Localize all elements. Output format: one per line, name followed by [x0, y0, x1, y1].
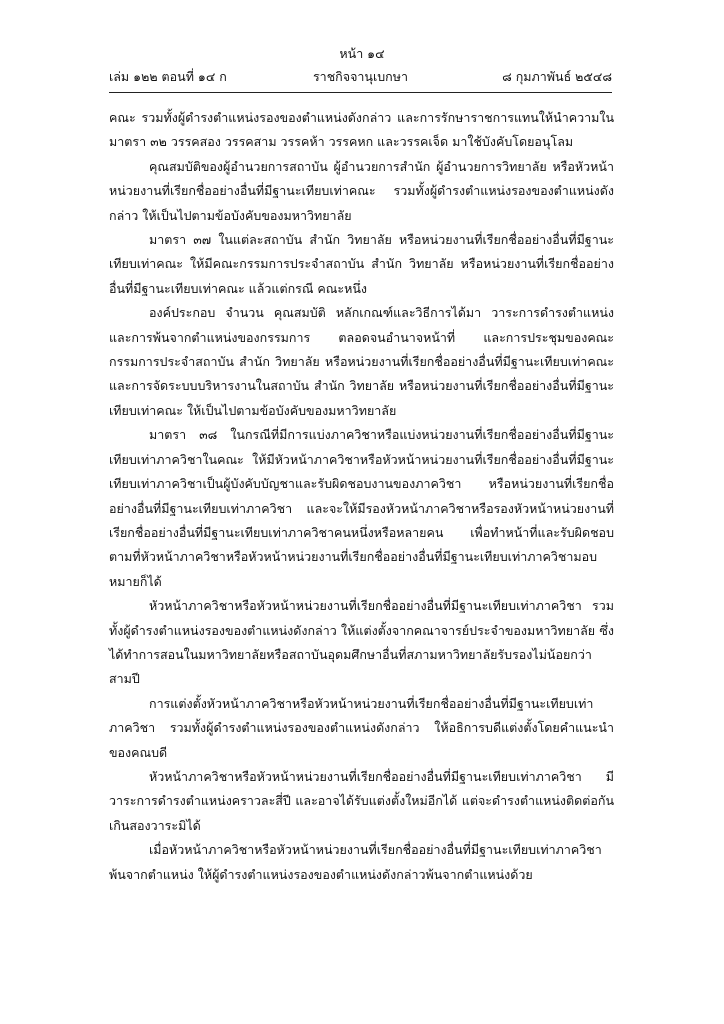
- volume-issue: เล่ม ๑๒๒ ตอนที่ ๑๔ ก: [109, 69, 227, 84]
- paragraph: การแต่งตั้งหัวหน้าภาควิชาหรือหัวหน้าหน่วยงานที่เรียกชื่ออย่างอื่นที่มีฐานะเทียบเท่าภาควิชา รวมทั้งผู้ดำรงตำแหน่งรองของตำแหน่งดังกล่าว ให้อธิการบดีแต่งตั้งโดยคำแนะนำของคณบดี: [109, 695, 614, 760]
- paragraph: เมื่อหัวหน้าภาควิชาหรือหัวหน้าหน่วยงานที่เรียกชื่ออย่างอื่นที่มีฐานะเทียบเท่าภาควิชาพ้นจากตำแหน่ง ให้ผู้ดำรงตำแหน่งรองของตำแหน่งดังกล่าวพ้นจากตำแหน่งด้วย: [109, 842, 602, 882]
- paragraph: หัวหน้าภาควิชาหรือหัวหน้าหน่วยงานที่เรียกชื่ออย่างอื่นที่มีฐานะเทียบเท่าภาควิชา มีวาระการดำรงตำแหน่งคราวละสี่ปี และอาจได้รับแต่งตั้งใหม่อีกได้ แต่จะดำรงตำแหน่งติดต่อกันเกินสองวาระมิได้: [109, 768, 614, 833]
- paragraph: หัวหน้าภาควิชาหรือหัวหน้าหน่วยงานที่เรียกชื่ออย่างอื่นที่มีฐานะเทียบเท่าภาควิชา รวมทั้งผู้ดำรงตำแหน่งรองของตำแหน่งดังกล่าว ให้แต่งตั้งจากคณาจารย์ประจำของมหาวิทยาลัย ซึ่งได้ทำการสอนในมหาวิทยาลัยหรือสถาบันอุดมศึกษาอื่นที่สภามหาวิทยาลัยรับรองไม่น้อยกว่าสามปี: [109, 598, 614, 687]
- page-number: หน้า ๑๔: [339, 46, 385, 61]
- paragraph-continuation: คณะ รวมทั้งผู้ดำรงตำแหน่งรองของตำแหน่งดังกล่าว และการรักษาราชการแทนให้นำความในมาตรา ๓๒ วรรคสอง วรรคสาม วรรคห้า วรรคหก และวรรคเจ็ด มาใช้บังคับโดยอนุโลม: [109, 110, 614, 150]
- publication-title: ราชกิจจานุเบกษา: [312, 69, 409, 84]
- publication-date: ๘ กุมภาพันธ์ ๒๕๔๘: [502, 69, 612, 84]
- running-header: [109, 67, 612, 85]
- section-37-paragraph: มาตรา ๓๗ ในแต่ละสถาบัน สำนัก วิทยาลัย หรือหน่วยงานที่เรียกชื่ออย่างอื่นที่มีฐานะเทียบเท่าคณะ ให้มีคณะกรรมการประจำสถาบัน สำนัก วิทยาลัย หรือหน่วยงานที่เรียกชื่ออย่างอื่นที่มีฐานะเทียบเท่าคณะ แล้วแต่กรณี คณะหนึ่ง: [109, 232, 614, 296]
- paragraph: คุณสมบัติของผู้อำนวยการสถาบัน ผู้อำนวยการสำนัก ผู้อำนวยการวิทยาลัย หรือหัวหน้าหน่วยงานที่เรียกชื่ออย่างอื่นที่มีฐานะเทียบเท่าคณะ รวมทั้งผู้ดำรงตำแหน่งรองของตำแหน่งดังกล่าว ให้เป็นไปตามข้อบังคับของมหาวิทยาลัย: [109, 158, 614, 223]
- paragraph: องค์ประกอบ จำนวน คุณสมบัติ หลักเกณฑ์และวิธีการได้มา วาระการดำรงตำแหน่ง และการพ้นจากตำแหน่งของกรรมการ ตลอดจนอำนาจหน้าที่ และการประชุมของคณะกรรมการประจำสถาบัน สำนัก วิทยาลัย หรือหน่วยงานที่เรียกชื่ออย่างอื่นที่มีฐานะเทียบเท่าคณะ และการจัดระบบบริหารงานในสถาบัน สำนัก วิทยาลัย หรือหน่วยงานที่เรียกชื่ออย่างอื่นที่มีฐานะเทียบเท่าคณะ ให้เป็นไปตามข้อบังคับของมหาวิทยาลัย: [109, 305, 614, 418]
- document-body: [109, 106, 614, 887]
- header-divider: [109, 92, 612, 93]
- section-38-paragraph: มาตรา ๓๘ ในกรณีที่มีการแบ่งภาควิชาหรือแบ่งหน่วยงานที่เรียกชื่ออย่างอื่นที่มีฐานะเทียบเท่าภาควิชาในคณะ ให้มีหัวหน้าภาควิชาหรือหัวหน้าหน่วยงานที่เรียกชื่ออย่างอื่นที่มีฐานะเทียบเท่าภาควิชาเป็นผู้บังคับบัญชาและรับผิดชอบงานของภาควิชา หรือหน่วยงานที่เรียกชื่ออย่างอื่นที่มีฐานะเทียบเท่าภาควิชา และจะให้มีรองหัวหน้าภาควิชาหรือรองหัวหน้าหน่วยงานที่เรียกชื่ออย่างอื่นที่มีฐานะเทียบเท่าภาควิชาคนหนึ่งหรือหลายคน เพื่อทำหน้าที่และรับผิดชอบตามที่หัวหน้าภาควิชาหรือหัวหน้าหน่วยงานที่เรียกชื่ออย่างอื่นที่มีฐานะเทียบเท่าภาควิชามอบหมายก็ได้: [109, 427, 614, 589]
